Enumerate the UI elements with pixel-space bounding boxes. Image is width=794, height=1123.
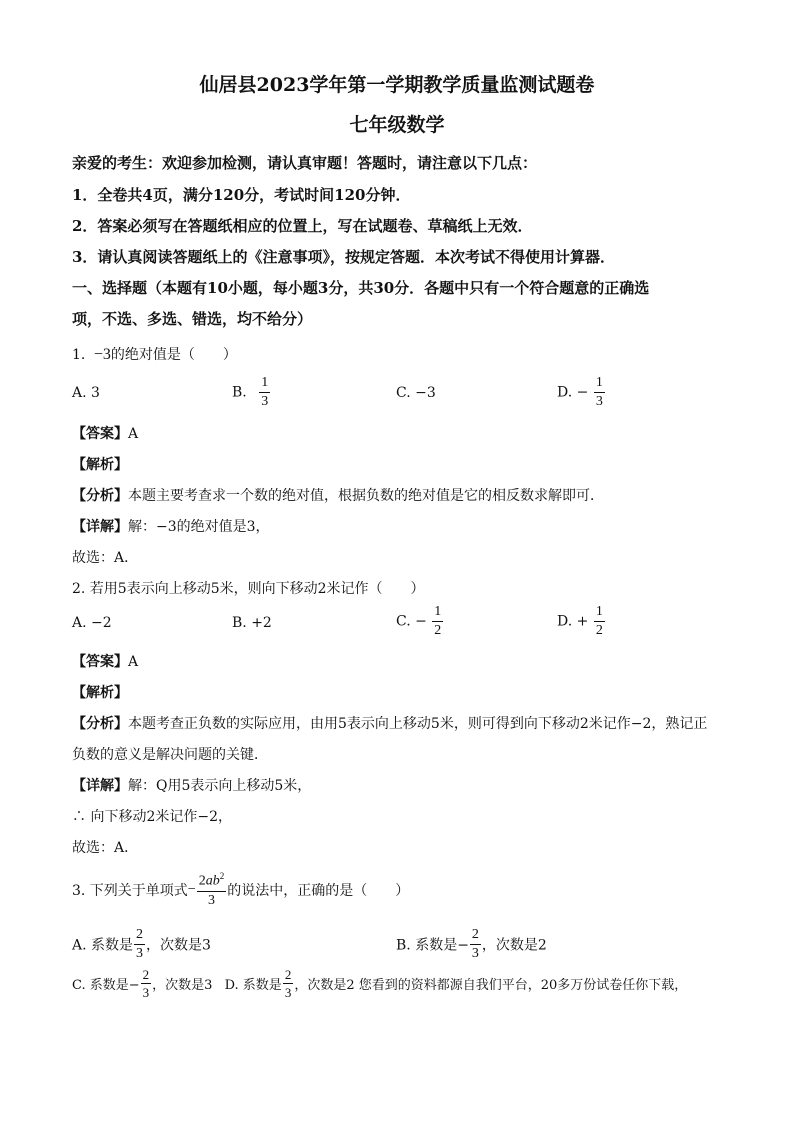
q2-option-b: B. +2 [232,615,272,631]
numerator: 1 [261,375,269,390]
question-2-stem: 2. 若用5表示向上移动5米，则向下移动2米记作（ ） [72,581,425,597]
fraction [432,605,443,638]
numerator: 1 [595,604,603,619]
variables: ab [205,873,220,889]
q3-options-cd-line [72,968,687,999]
section-heading-line1: 一、选择题（本题有10小题，每小题3分，共30分．各题中只有一个符合题意的正确选 [72,279,650,297]
q1-option-b [232,376,271,409]
question-text-suffix: 的说法中，正确的是（ ） [227,882,410,899]
answer-value: A [128,426,139,442]
denominator: 3 [207,892,215,908]
q1-option-a: A. 3 [72,385,100,401]
option-prefix: C. 系数是− [72,978,140,993]
exam-subtitle: 七年级数学 [349,114,445,136]
watermark-text: 您看到的资料都源自我们平台，20多万份试卷任你下载， [358,978,688,993]
numerator: 2 [142,967,150,982]
q2-fenxi-line1 [72,713,707,733]
answer-tag: 【答案】 [72,426,128,442]
xiangjie-tag: 【详解】 [72,519,128,535]
xiangjie-tag: 【详解】 [72,778,128,794]
instruction-item-3: 3．请认真阅读答题纸上的《注意事项》，按规定答题．本次考试不得使用计算器． [72,248,615,266]
q1-option-c: C. −3 [396,385,436,401]
fenxi-text: 本题考查正负数的实际应用，由用5表示向上移动5米，则可得到向下移动2米记作−2，熟记正 [128,716,708,732]
denominator: 3 [142,985,150,1000]
answer-tag: 【答案】 [72,654,128,670]
option-prefix: D. 系数是 [224,978,282,993]
q2-therefore: ∴ 向下移动2米记作−2， [72,809,232,825]
question-text: 的绝对值是（ ） [110,347,237,363]
denominator: 3 [595,394,603,409]
denominator: 3 [261,394,269,409]
denominator: 2 [595,623,603,638]
fenxi-tag: 【分析】 [72,716,128,732]
q2-option-c [396,605,444,638]
option-prefix: A. 系数是 [72,937,134,954]
q3-option-a [72,928,211,961]
fenxi-text: 本题主要考查求一个数的绝对值，根据负数的绝对值是它的相反数求解即可． [128,488,604,504]
q1-choose: 故选：A． [72,550,139,566]
option-label: D. − [557,384,589,401]
minus-sign: − [187,881,196,897]
numerator: 2 [471,927,479,942]
option-suffix: ，次数是3 [146,937,211,954]
exponent: 2 [219,871,225,881]
option-prefix: B. 系数是− [396,937,469,954]
analysis-tag: 【解析】 [72,457,128,473]
monomial-fraction [197,872,227,908]
q1-analysis-tag [72,454,128,474]
fraction [283,968,294,999]
question-text: 3. 下列关于单项式 [72,882,188,899]
q2-fenxi-line2: 负数的意义是解决问题的关键． [72,747,268,763]
q1-xiangjie [72,516,270,536]
denominator: 2 [434,623,442,638]
option-suffix: ，次数是3 [152,978,213,993]
q3-option-d [224,967,359,1000]
option-label: B. [232,384,247,401]
math-expression: −3 [93,346,111,363]
option-suffix: ，次数是2 [294,978,355,993]
instruction-item-2: 2．答案必须写在答题纸相应的位置上，写在试题卷、草稿纸上无效． [72,217,533,235]
q3-option-b [396,928,547,961]
instruction-item-1: 1．全卷共4页，满分120分，考试时间120分钟． [72,186,411,204]
q1-option-d [557,376,606,409]
numerator: 2 [136,927,144,942]
numerator: 1 [595,375,603,390]
question-3-stem [72,872,409,908]
question-number: 1. [72,347,86,363]
analysis-tag: 【解析】 [72,685,128,701]
q3-option-c [72,967,217,1000]
fenxi-tag: 【分析】 [72,488,128,504]
fraction [594,605,605,638]
option-label: D. + [557,613,589,630]
q2-answer [72,651,138,671]
xiangjie-text: 解：−3的绝对值是3， [128,519,270,535]
q1-fenxi [72,485,604,505]
fraction [134,928,145,961]
exam-title: 仙居县2023学年第一学期教学质量监测试题卷 [199,74,595,96]
fraction [594,376,605,409]
q2-xiangjie [72,775,311,795]
denominator: 3 [136,946,144,961]
numerator: 1 [434,604,442,619]
numerator: 2 [284,967,292,982]
denominator: 3 [471,946,479,961]
numerator [197,872,227,889]
denominator: 3 [284,985,292,1000]
option-label: C. − [396,613,427,630]
fraction [141,968,152,999]
instructions-greeting: 亲爱的考生：欢迎参加检测，请认真审题！答题时，请注意以下几点： [72,154,538,172]
fraction [470,928,481,961]
fraction [259,376,270,409]
q1-answer [72,423,138,443]
answer-value: A [128,654,139,670]
option-suffix: ，次数是2 [481,937,547,954]
coefficient: 2 [198,873,206,889]
q2-analysis-tag [72,682,128,702]
q2-option-a: A. −2 [72,615,112,631]
question-1-stem [72,344,237,364]
section-heading-line2: 项，不选、多选、错选，均不给分） [72,310,313,328]
q2-choose: 故选：A． [72,840,139,856]
q2-option-d [557,605,606,638]
xiangjie-text: 解：Q用5表示向上移动5米， [128,778,312,794]
